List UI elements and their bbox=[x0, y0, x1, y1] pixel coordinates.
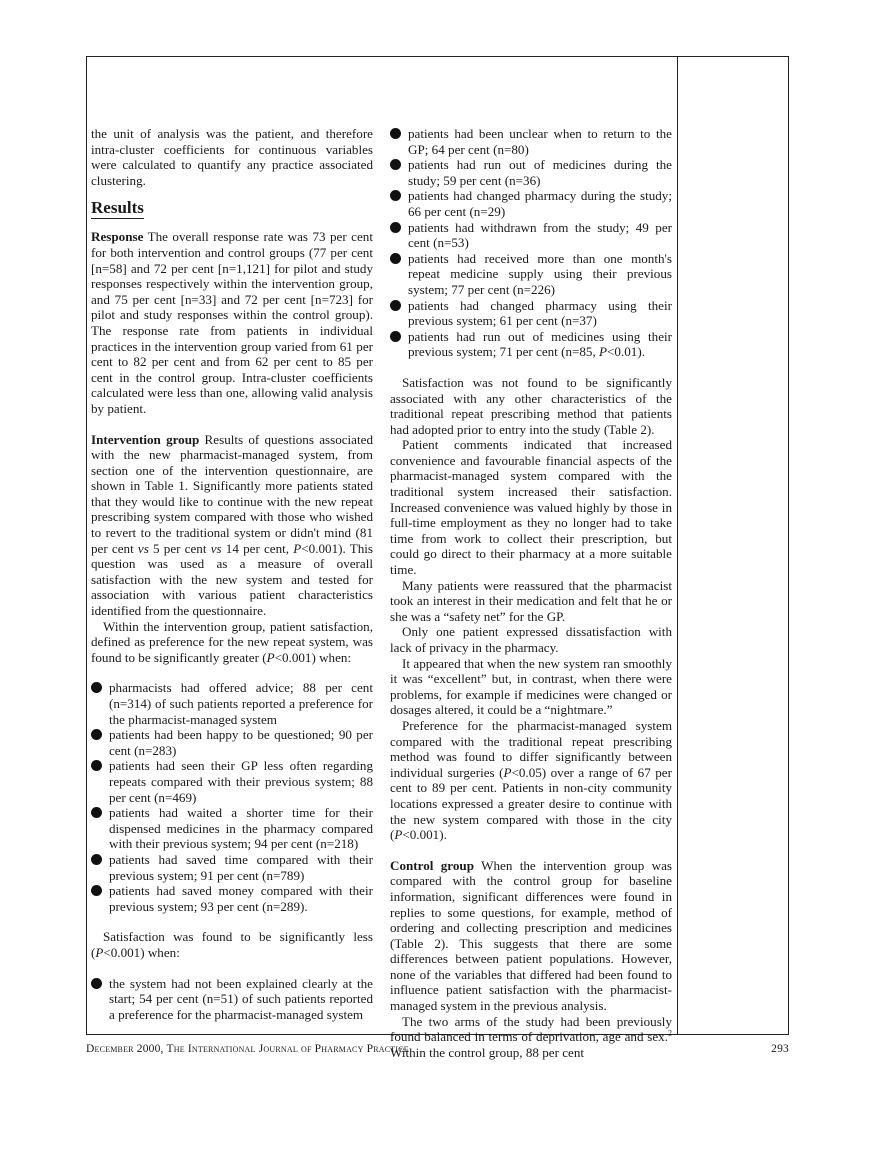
vs-italic: vs bbox=[137, 540, 149, 556]
p-italic: P bbox=[394, 827, 403, 843]
body-text: The two arms of the study had been previously found balanced in terms of deprivation, age and sex. bbox=[390, 1013, 672, 1045]
p-italic: P bbox=[599, 344, 608, 360]
response-label: Response bbox=[91, 229, 144, 245]
body-paragraph: It appeared that when the new system ran smoothly it was “excellent” but, in contrast, when there were problems, for example if medicines were changed or dosages altered, it could be a “nightmare.” bbox=[390, 655, 672, 718]
body-text: <0.05) over a range of 67 per cent to 89 per cent. Patients in non-city community locations expressed a greater desire to continue with the new system compared with those in the city ( bbox=[390, 764, 672, 843]
bullet-icon bbox=[390, 222, 401, 233]
list-item-text: <0.01). bbox=[607, 344, 645, 360]
p-italic: P bbox=[95, 944, 104, 960]
greater-bullet-list bbox=[91, 680, 373, 914]
bullet-icon bbox=[91, 682, 102, 693]
intervention-text: <0.001). This question was used as a measure of overall satisfaction with the new system and tested for association with various patient characteristics identified from the questionnaire. bbox=[91, 540, 373, 619]
journal-running-footer: December 2000, The International Journal of Pharmacy Practice bbox=[86, 1043, 409, 1055]
list-item bbox=[91, 852, 373, 883]
bullet-icon bbox=[91, 854, 102, 865]
list-item bbox=[91, 883, 373, 914]
list-item bbox=[91, 680, 373, 727]
less-bullet-list bbox=[91, 976, 373, 1023]
less-text: <0.001) when: bbox=[103, 944, 180, 960]
list-item bbox=[390, 157, 672, 188]
list-item bbox=[91, 976, 373, 1023]
p-italic: P bbox=[503, 764, 512, 780]
less-paragraph bbox=[91, 929, 373, 960]
intervention-paragraph bbox=[91, 432, 373, 619]
bullet-icon bbox=[91, 807, 102, 818]
list-item bbox=[390, 251, 672, 298]
bullet-icon bbox=[390, 159, 401, 170]
list-item bbox=[91, 727, 373, 758]
body-paragraph: Satisfaction was not found to be significantly associated with any other characteristics of the traditional repeat prescribing method that patients had adopted prior to entry into the study (Table 2). bbox=[390, 374, 672, 437]
body-paragraph: Patient comments indicated that increased convenience and favourable financial aspects of the pharmacist-managed system compared with the traditional system increased their satisfaction. Increased convenience was valued highly by those in full-time employment as they no longer had to take time from work to collect their prescription, but could go direct to their pharmacy at a more suitable time. bbox=[390, 437, 672, 578]
list-item-text: patients had saved money compared with their previous system; 93 per cent (n=289). bbox=[109, 883, 373, 914]
bullet-icon bbox=[91, 885, 102, 896]
body-paragraph: Many patients were reassured that the pharmacist took an interest in their medication and felt that he or she was a “safety net” for the GP. bbox=[390, 577, 672, 624]
intervention-label: Intervention group bbox=[91, 431, 200, 447]
body-text: Within the control group, 88 per cent bbox=[390, 1044, 585, 1060]
list-item-text: patients had saved time compared with their previous system; 91 per cent (n=789) bbox=[109, 851, 373, 883]
list-item-text: pharmacists had offered advice; 88 per cent (n=314) of such patients reported a preference for the pharmacist-managed system bbox=[109, 680, 373, 727]
control-paragraph bbox=[390, 858, 672, 1014]
list-item bbox=[390, 126, 672, 157]
list-item-text: patients had seen their GP less often regarding repeats compared with their previous system; 88 per cent (n=469) bbox=[109, 758, 373, 805]
list-item bbox=[390, 188, 672, 219]
page-number: 293 bbox=[771, 1043, 789, 1055]
bullet-icon bbox=[390, 128, 401, 139]
intervention-text: 5 per cent bbox=[148, 540, 211, 556]
body-text: <0.001). bbox=[402, 827, 447, 843]
vs-italic: vs bbox=[210, 540, 222, 556]
list-item-text: patients had been unclear when to return to the GP; 64 per cent (n=80) bbox=[408, 126, 672, 157]
list-item-text: patients had waited a shorter time for their dispensed medicines in the pharmacy compared with their previous system; 94 per cent (n=218) bbox=[109, 805, 373, 852]
bullet-icon bbox=[390, 190, 401, 201]
response-paragraph bbox=[91, 229, 373, 416]
reference-superscript: 2 bbox=[668, 1028, 672, 1038]
p-italic: P bbox=[266, 649, 275, 665]
list-item-text: patients had changed pharmacy using their previous system; 61 per cent (n=37) bbox=[408, 297, 672, 329]
page-footer bbox=[86, 1043, 789, 1055]
intro-paragraph: the unit of analysis was the patient, and therefore intra-cluster coefficients for continuous variables were calculated to quantify any practice associated clustering. bbox=[91, 126, 373, 188]
list-item-text: patients had changed pharmacy during the study; 66 per cent (n=29) bbox=[408, 188, 672, 219]
list-item-text: patients had run out of medicines during the study; 59 per cent (n=36) bbox=[408, 157, 672, 188]
control-label: Control group bbox=[390, 857, 474, 873]
bullet-icon bbox=[390, 300, 401, 311]
body-paragraph: Only one patient expressed dissatisfaction with lack of privacy in the pharmacy. bbox=[390, 624, 672, 655]
bullet-icon bbox=[390, 253, 401, 264]
list-item bbox=[91, 758, 373, 805]
p-italic: P bbox=[293, 540, 302, 556]
list-item-text: the system had not been explained clearly at the start; 54 per cent (n=51) of such patients reported a preference for the pharmacist-managed system bbox=[109, 975, 373, 1022]
margin-rule bbox=[677, 56, 678, 1035]
bullet-icon bbox=[91, 978, 102, 989]
within-text: <0.001) when: bbox=[274, 649, 352, 665]
list-item-text: patients had withdrawn from the study; 49 per cent (n=53) bbox=[408, 219, 672, 251]
list-item-text: patients had run out of medicines using their previous system; 71 per cent (n=85, bbox=[408, 328, 672, 360]
less-bullet-list-continued bbox=[390, 126, 672, 360]
left-column bbox=[91, 126, 373, 1022]
intervention-text: 14 per cent, bbox=[221, 540, 294, 556]
list-item bbox=[390, 329, 672, 360]
list-item-text: patients had been happy to be questioned; 90 per cent (n=283) bbox=[109, 727, 373, 758]
bullet-icon bbox=[390, 331, 401, 342]
response-text: The overall response rate was 73 per cent for both intervention and control groups (77 per cent [n=58] and 72 per cent [n=1,121] for pilot and study responses respectively within the intervention group, and 75 per cent [n=33] and 72 per cent [n=723] for pilot and study responses within the control group). The response rate from patients in individual practices in the intervention group varied from 61 per cent to 82 per cent and from 62 per cent to 85 per cent in the control group. Intra-cluster coefficients calculated were less than one, allowing valid analysis by patient. bbox=[91, 229, 373, 416]
bullet-icon bbox=[91, 729, 102, 740]
list-item-text: patients had received more than one month's repeat medicine supply using their previous system; 77 per cent (n=226) bbox=[408, 250, 672, 297]
list-item bbox=[390, 298, 672, 329]
list-item bbox=[91, 805, 373, 852]
body-text: Preference for the pharmacist-managed system compared with the traditional repeat prescribing method was found to differ significantly between individual surgeries ( bbox=[390, 717, 672, 780]
list-item bbox=[390, 220, 672, 251]
less-text: Satisfaction was found to be significantly less ( bbox=[91, 929, 373, 960]
bullet-icon bbox=[91, 760, 102, 771]
intervention-text: Results of questions associated with the new pharmacist-managed system, from section one of the intervention questionnaire, are shown in Table 1. Significantly more patients stated that they would like to continue with the new repeat prescribing system compared with those who wished to revert to the traditional system or didn't mind (81 per cent bbox=[91, 431, 373, 556]
results-heading: Results bbox=[91, 198, 144, 218]
control-text: When the intervention group was compared with the control group for baseline information, significant differences were found in replies to some questions, for example, method of ordering and collecting prescription and medicines (Table 2). This suggests that there are some differences between patient populations. However, none of the variables that differed had been found to influence patient satisfaction with the pharmacist-managed system in the previous analysis. bbox=[390, 857, 672, 1014]
within-text: Within the intervention group, patient satisfaction, defined as preference for the new repeat system, was found to be significantly greater ( bbox=[91, 618, 373, 665]
right-column bbox=[390, 126, 672, 1060]
within-paragraph bbox=[91, 619, 373, 666]
body-paragraph bbox=[390, 718, 672, 843]
